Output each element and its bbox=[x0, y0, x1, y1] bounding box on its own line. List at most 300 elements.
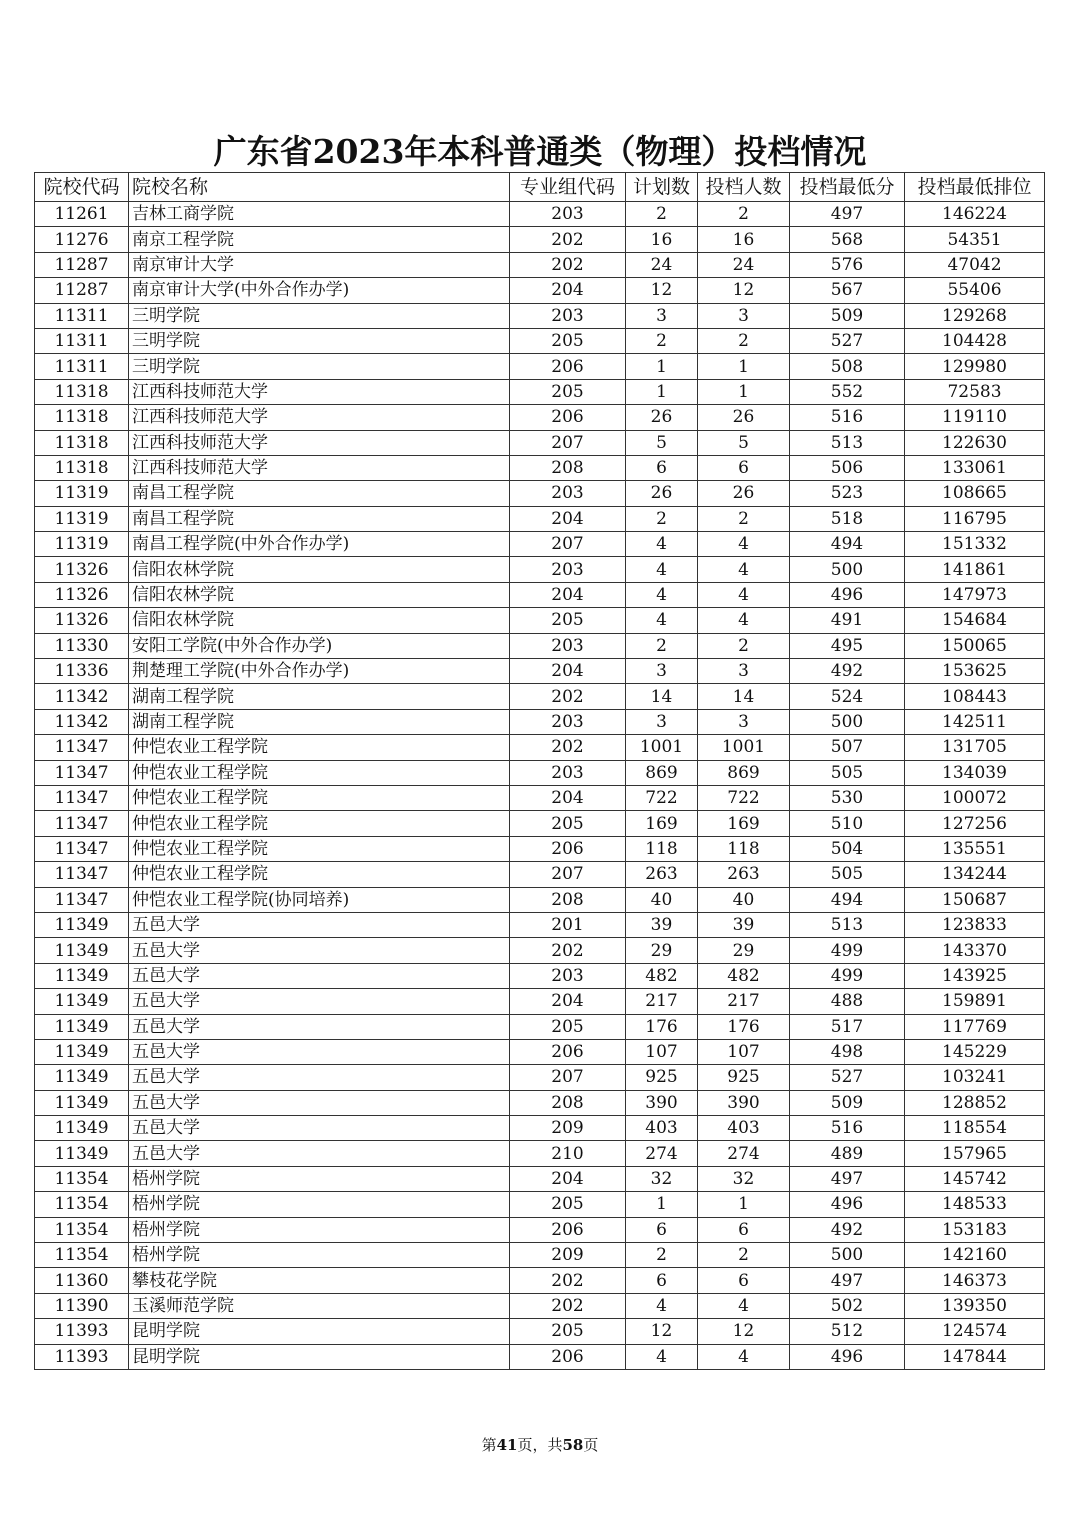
cell-min-score: 500 bbox=[790, 1243, 905, 1268]
cell-min-score: 499 bbox=[790, 938, 905, 963]
table-row bbox=[35, 760, 1045, 785]
cell-group-code: 204 bbox=[510, 659, 626, 684]
table-row bbox=[35, 252, 1045, 277]
cell-min-rank: 134039 bbox=[905, 760, 1045, 785]
cell-group-code: 205 bbox=[510, 608, 626, 633]
cell-plan-count: 2 bbox=[626, 633, 698, 658]
cell-min-rank: 100072 bbox=[905, 785, 1045, 810]
cell-school-name: 江西科技师范大学 bbox=[129, 455, 510, 480]
table-row bbox=[35, 633, 1045, 658]
table-row bbox=[35, 1065, 1045, 1090]
cell-min-score: 527 bbox=[790, 328, 905, 353]
cell-min-score: 509 bbox=[790, 303, 905, 328]
cell-admitted-count: 3 bbox=[698, 709, 790, 734]
cell-group-code: 206 bbox=[510, 1344, 626, 1369]
cell-group-code: 205 bbox=[510, 811, 626, 836]
cell-school-name: 五邑大学 bbox=[129, 938, 510, 963]
table-row bbox=[35, 557, 1045, 582]
cell-school-code: 11326 bbox=[35, 582, 129, 607]
cell-group-code: 203 bbox=[510, 963, 626, 988]
cell-plan-count: 4 bbox=[626, 532, 698, 557]
cell-plan-count: 1001 bbox=[626, 735, 698, 760]
cell-plan-count: 32 bbox=[626, 1166, 698, 1191]
cell-group-code: 210 bbox=[510, 1141, 626, 1166]
cell-school-code: 11318 bbox=[35, 430, 129, 455]
cell-min-score: 492 bbox=[790, 659, 905, 684]
cell-min-score: 518 bbox=[790, 506, 905, 531]
cell-admitted-count: 263 bbox=[698, 862, 790, 887]
table-row bbox=[35, 379, 1045, 404]
cell-plan-count: 274 bbox=[626, 1141, 698, 1166]
table-row bbox=[35, 1014, 1045, 1039]
cell-plan-count: 12 bbox=[626, 278, 698, 303]
cell-school-code: 11349 bbox=[35, 912, 129, 937]
cell-school-name: 南京审计大学(中外合作办学) bbox=[129, 278, 510, 303]
cell-min-score: 507 bbox=[790, 735, 905, 760]
cell-admitted-count: 32 bbox=[698, 1166, 790, 1191]
cell-school-code: 11342 bbox=[35, 709, 129, 734]
cell-school-code: 11319 bbox=[35, 506, 129, 531]
cell-min-rank: 139350 bbox=[905, 1293, 1045, 1318]
cell-min-score: 489 bbox=[790, 1141, 905, 1166]
cell-min-rank: 133061 bbox=[905, 455, 1045, 480]
cell-group-code: 207 bbox=[510, 1065, 626, 1090]
cell-school-name: 昆明学院 bbox=[129, 1344, 510, 1369]
cell-plan-count: 3 bbox=[626, 709, 698, 734]
table-row bbox=[35, 1192, 1045, 1217]
cell-school-name: 仲恺农业工程学院 bbox=[129, 836, 510, 861]
cell-plan-count: 26 bbox=[626, 481, 698, 506]
cell-min-score: 496 bbox=[790, 1192, 905, 1217]
cell-admitted-count: 169 bbox=[698, 811, 790, 836]
cell-min-rank: 129980 bbox=[905, 354, 1045, 379]
cell-plan-count: 2 bbox=[626, 202, 698, 227]
cell-admitted-count: 118 bbox=[698, 836, 790, 861]
cell-admitted-count: 26 bbox=[698, 481, 790, 506]
cell-group-code: 202 bbox=[510, 1293, 626, 1318]
admission-table bbox=[34, 172, 1045, 1370]
cell-group-code: 206 bbox=[510, 1039, 626, 1064]
cell-school-name: 仲恺农业工程学院 bbox=[129, 735, 510, 760]
cell-group-code: 208 bbox=[510, 1090, 626, 1115]
cell-min-rank: 108665 bbox=[905, 481, 1045, 506]
cell-min-rank: 122630 bbox=[905, 430, 1045, 455]
cell-school-name: 五邑大学 bbox=[129, 1014, 510, 1039]
cell-min-rank: 72583 bbox=[905, 379, 1045, 404]
cell-school-name: 湖南工程学院 bbox=[129, 684, 510, 709]
cell-group-code: 204 bbox=[510, 506, 626, 531]
cell-school-code: 11349 bbox=[35, 1116, 129, 1141]
header-admitted-count: 投档人数 bbox=[698, 173, 790, 202]
cell-school-name: 五邑大学 bbox=[129, 1141, 510, 1166]
cell-school-code: 11347 bbox=[35, 760, 129, 785]
cell-plan-count: 39 bbox=[626, 912, 698, 937]
cell-school-name: 江西科技师范大学 bbox=[129, 430, 510, 455]
cell-min-score: 516 bbox=[790, 405, 905, 430]
cell-admitted-count: 2 bbox=[698, 633, 790, 658]
cell-min-rank: 141861 bbox=[905, 557, 1045, 582]
cell-group-code: 203 bbox=[510, 202, 626, 227]
cell-min-score: 504 bbox=[790, 836, 905, 861]
table-row bbox=[35, 455, 1045, 480]
table-row bbox=[35, 836, 1045, 861]
cell-plan-count: 1 bbox=[626, 379, 698, 404]
cell-admitted-count: 1 bbox=[698, 1192, 790, 1217]
footer-total-pages: 58 bbox=[562, 1436, 584, 1454]
cell-group-code: 209 bbox=[510, 1116, 626, 1141]
cell-min-rank: 128852 bbox=[905, 1090, 1045, 1115]
cell-school-code: 11287 bbox=[35, 252, 129, 277]
table-row bbox=[35, 1243, 1045, 1268]
cell-admitted-count: 40 bbox=[698, 887, 790, 912]
cell-school-code: 11390 bbox=[35, 1293, 129, 1318]
cell-school-name: 攀枝花学院 bbox=[129, 1268, 510, 1293]
cell-min-rank: 143925 bbox=[905, 963, 1045, 988]
cell-school-name: 南京审计大学 bbox=[129, 252, 510, 277]
cell-min-rank: 47042 bbox=[905, 252, 1045, 277]
cell-min-score: 498 bbox=[790, 1039, 905, 1064]
cell-admitted-count: 26 bbox=[698, 405, 790, 430]
table-row bbox=[35, 1090, 1045, 1115]
cell-min-score: 567 bbox=[790, 278, 905, 303]
cell-school-name: 五邑大学 bbox=[129, 1090, 510, 1115]
cell-plan-count: 118 bbox=[626, 836, 698, 861]
cell-min-score: 552 bbox=[790, 379, 905, 404]
table-row bbox=[35, 989, 1045, 1014]
cell-group-code: 208 bbox=[510, 455, 626, 480]
cell-group-code: 203 bbox=[510, 557, 626, 582]
cell-group-code: 202 bbox=[510, 252, 626, 277]
cell-admitted-count: 5 bbox=[698, 430, 790, 455]
table-row bbox=[35, 1141, 1045, 1166]
table-row bbox=[35, 1293, 1045, 1318]
cell-plan-count: 4 bbox=[626, 1344, 698, 1369]
cell-plan-count: 722 bbox=[626, 785, 698, 810]
cell-group-code: 204 bbox=[510, 1166, 626, 1191]
cell-plan-count: 4 bbox=[626, 582, 698, 607]
cell-school-name: 五邑大学 bbox=[129, 912, 510, 937]
cell-school-code: 11347 bbox=[35, 735, 129, 760]
footer-middle: 页，共 bbox=[517, 1436, 563, 1454]
cell-group-code: 206 bbox=[510, 354, 626, 379]
cell-plan-count: 2 bbox=[626, 328, 698, 353]
table-header-row bbox=[35, 173, 1045, 202]
cell-school-code: 11319 bbox=[35, 532, 129, 557]
cell-school-code: 11349 bbox=[35, 1014, 129, 1039]
cell-school-name: 三明学院 bbox=[129, 328, 510, 353]
cell-plan-count: 107 bbox=[626, 1039, 698, 1064]
cell-admitted-count: 12 bbox=[698, 1319, 790, 1344]
cell-min-rank: 142511 bbox=[905, 709, 1045, 734]
cell-admitted-count: 217 bbox=[698, 989, 790, 1014]
cell-school-code: 11318 bbox=[35, 455, 129, 480]
cell-min-rank: 103241 bbox=[905, 1065, 1045, 1090]
cell-admitted-count: 1001 bbox=[698, 735, 790, 760]
cell-min-score: 527 bbox=[790, 1065, 905, 1090]
cell-min-rank: 123833 bbox=[905, 912, 1045, 937]
table-row bbox=[35, 354, 1045, 379]
cell-min-rank: 154684 bbox=[905, 608, 1045, 633]
cell-admitted-count: 4 bbox=[698, 1293, 790, 1318]
cell-min-score: 496 bbox=[790, 1344, 905, 1369]
cell-school-code: 11349 bbox=[35, 963, 129, 988]
cell-min-score: 513 bbox=[790, 430, 905, 455]
cell-group-code: 202 bbox=[510, 1268, 626, 1293]
cell-admitted-count: 12 bbox=[698, 278, 790, 303]
cell-min-score: 505 bbox=[790, 862, 905, 887]
cell-school-name: 仲恺农业工程学院 bbox=[129, 760, 510, 785]
cell-min-rank: 124574 bbox=[905, 1319, 1045, 1344]
cell-admitted-count: 2 bbox=[698, 506, 790, 531]
table-row bbox=[35, 684, 1045, 709]
table-row bbox=[35, 481, 1045, 506]
cell-school-code: 11347 bbox=[35, 887, 129, 912]
cell-school-name: 五邑大学 bbox=[129, 1065, 510, 1090]
cell-admitted-count: 4 bbox=[698, 532, 790, 557]
cell-min-score: 497 bbox=[790, 1166, 905, 1191]
cell-min-rank: 145229 bbox=[905, 1039, 1045, 1064]
cell-school-code: 11349 bbox=[35, 1090, 129, 1115]
cell-school-code: 11311 bbox=[35, 354, 129, 379]
cell-admitted-count: 4 bbox=[698, 608, 790, 633]
cell-plan-count: 6 bbox=[626, 1217, 698, 1242]
cell-school-code: 11336 bbox=[35, 659, 129, 684]
cell-admitted-count: 4 bbox=[698, 582, 790, 607]
cell-group-code: 202 bbox=[510, 227, 626, 252]
cell-school-name: 信阳农林学院 bbox=[129, 582, 510, 607]
cell-school-code: 11349 bbox=[35, 1039, 129, 1064]
cell-plan-count: 3 bbox=[626, 303, 698, 328]
cell-admitted-count: 390 bbox=[698, 1090, 790, 1115]
cell-school-name: 五邑大学 bbox=[129, 1116, 510, 1141]
cell-plan-count: 4 bbox=[626, 1293, 698, 1318]
cell-school-name: 梧州学院 bbox=[129, 1166, 510, 1191]
cell-plan-count: 40 bbox=[626, 887, 698, 912]
cell-plan-count: 263 bbox=[626, 862, 698, 887]
cell-plan-count: 2 bbox=[626, 1243, 698, 1268]
cell-plan-count: 403 bbox=[626, 1116, 698, 1141]
cell-school-code: 11347 bbox=[35, 785, 129, 810]
cell-min-score: 497 bbox=[790, 202, 905, 227]
cell-school-name: 荆楚理工学院(中外合作办学) bbox=[129, 659, 510, 684]
cell-admitted-count: 6 bbox=[698, 1268, 790, 1293]
cell-min-rank: 119110 bbox=[905, 405, 1045, 430]
cell-admitted-count: 29 bbox=[698, 938, 790, 963]
cell-plan-count: 176 bbox=[626, 1014, 698, 1039]
cell-min-rank: 153625 bbox=[905, 659, 1045, 684]
cell-min-rank: 104428 bbox=[905, 328, 1045, 353]
cell-school-name: 江西科技师范大学 bbox=[129, 379, 510, 404]
cell-admitted-count: 6 bbox=[698, 1217, 790, 1242]
page-title: 广东省2023年本科普通类（物理）投档情况 bbox=[213, 132, 867, 171]
cell-admitted-count: 176 bbox=[698, 1014, 790, 1039]
header-min-score: 投档最低分 bbox=[790, 173, 905, 202]
cell-school-name: 吉林工商学院 bbox=[129, 202, 510, 227]
cell-school-name: 梧州学院 bbox=[129, 1192, 510, 1217]
cell-plan-count: 29 bbox=[626, 938, 698, 963]
table-row bbox=[35, 1268, 1045, 1293]
table-row bbox=[35, 506, 1045, 531]
table-row bbox=[35, 582, 1045, 607]
cell-plan-count: 482 bbox=[626, 963, 698, 988]
cell-min-rank: 145742 bbox=[905, 1166, 1045, 1191]
cell-school-code: 11276 bbox=[35, 227, 129, 252]
cell-plan-count: 217 bbox=[626, 989, 698, 1014]
table-row bbox=[35, 1039, 1045, 1064]
cell-admitted-count: 2 bbox=[698, 202, 790, 227]
table-row bbox=[35, 963, 1045, 988]
cell-min-score: 510 bbox=[790, 811, 905, 836]
cell-min-rank: 153183 bbox=[905, 1217, 1045, 1242]
cell-min-rank: 148533 bbox=[905, 1192, 1045, 1217]
cell-group-code: 203 bbox=[510, 633, 626, 658]
cell-min-rank: 134244 bbox=[905, 862, 1045, 887]
cell-group-code: 205 bbox=[510, 1192, 626, 1217]
header-school-name: 院校名称 bbox=[129, 173, 510, 202]
table-row bbox=[35, 278, 1045, 303]
cell-group-code: 205 bbox=[510, 379, 626, 404]
cell-group-code: 202 bbox=[510, 735, 626, 760]
cell-school-name: 五邑大学 bbox=[129, 963, 510, 988]
cell-group-code: 203 bbox=[510, 303, 626, 328]
table-row bbox=[35, 938, 1045, 963]
cell-group-code: 204 bbox=[510, 278, 626, 303]
table-row bbox=[35, 785, 1045, 810]
cell-admitted-count: 1 bbox=[698, 379, 790, 404]
header-plan-count: 计划数 bbox=[626, 173, 698, 202]
cell-school-name: 三明学院 bbox=[129, 303, 510, 328]
cell-admitted-count: 14 bbox=[698, 684, 790, 709]
cell-group-code: 205 bbox=[510, 1319, 626, 1344]
cell-plan-count: 4 bbox=[626, 608, 698, 633]
cell-plan-count: 3 bbox=[626, 659, 698, 684]
table-row bbox=[35, 735, 1045, 760]
cell-group-code: 201 bbox=[510, 912, 626, 937]
cell-min-score: 505 bbox=[790, 760, 905, 785]
cell-school-code: 11349 bbox=[35, 1065, 129, 1090]
cell-min-rank: 135551 bbox=[905, 836, 1045, 861]
cell-group-code: 206 bbox=[510, 405, 626, 430]
cell-min-rank: 143370 bbox=[905, 938, 1045, 963]
cell-min-score: 524 bbox=[790, 684, 905, 709]
cell-school-code: 11347 bbox=[35, 862, 129, 887]
cell-school-code: 11261 bbox=[35, 202, 129, 227]
cell-group-code: 205 bbox=[510, 328, 626, 353]
cell-admitted-count: 3 bbox=[698, 659, 790, 684]
cell-plan-count: 869 bbox=[626, 760, 698, 785]
cell-plan-count: 24 bbox=[626, 252, 698, 277]
table-row bbox=[35, 862, 1045, 887]
cell-plan-count: 14 bbox=[626, 684, 698, 709]
table-row bbox=[35, 912, 1045, 937]
cell-admitted-count: 24 bbox=[698, 252, 790, 277]
cell-min-score: 499 bbox=[790, 963, 905, 988]
table-row bbox=[35, 608, 1045, 633]
cell-school-code: 11354 bbox=[35, 1166, 129, 1191]
cell-group-code: 207 bbox=[510, 532, 626, 557]
cell-min-rank: 131705 bbox=[905, 735, 1045, 760]
cell-min-score: 568 bbox=[790, 227, 905, 252]
cell-school-name: 三明学院 bbox=[129, 354, 510, 379]
cell-plan-count: 6 bbox=[626, 1268, 698, 1293]
cell-school-code: 11342 bbox=[35, 684, 129, 709]
cell-admitted-count: 925 bbox=[698, 1065, 790, 1090]
cell-min-rank: 116795 bbox=[905, 506, 1045, 531]
cell-school-code: 11319 bbox=[35, 481, 129, 506]
cell-min-score: 500 bbox=[790, 557, 905, 582]
cell-group-code: 202 bbox=[510, 938, 626, 963]
cell-admitted-count: 2 bbox=[698, 1243, 790, 1268]
cell-min-score: 492 bbox=[790, 1217, 905, 1242]
table-row bbox=[35, 1217, 1045, 1242]
cell-min-score: 495 bbox=[790, 633, 905, 658]
cell-admitted-count: 6 bbox=[698, 455, 790, 480]
cell-plan-count: 26 bbox=[626, 405, 698, 430]
cell-plan-count: 12 bbox=[626, 1319, 698, 1344]
cell-admitted-count: 722 bbox=[698, 785, 790, 810]
cell-school-code: 11354 bbox=[35, 1192, 129, 1217]
table-row bbox=[35, 1166, 1045, 1191]
cell-group-code: 204 bbox=[510, 989, 626, 1014]
cell-admitted-count: 39 bbox=[698, 912, 790, 937]
cell-min-rank: 129268 bbox=[905, 303, 1045, 328]
cell-group-code: 207 bbox=[510, 430, 626, 455]
cell-school-name: 南昌工程学院 bbox=[129, 481, 510, 506]
table-body bbox=[35, 202, 1045, 1370]
header-min-rank: 投档最低排位 bbox=[905, 173, 1045, 202]
cell-school-name: 南京工程学院 bbox=[129, 227, 510, 252]
cell-school-name: 五邑大学 bbox=[129, 989, 510, 1014]
cell-school-code: 11318 bbox=[35, 405, 129, 430]
cell-min-score: 517 bbox=[790, 1014, 905, 1039]
cell-school-code: 11347 bbox=[35, 836, 129, 861]
cell-min-score: 512 bbox=[790, 1319, 905, 1344]
cell-group-code: 209 bbox=[510, 1243, 626, 1268]
cell-school-code: 11318 bbox=[35, 379, 129, 404]
cell-school-name: 仲恺农业工程学院 bbox=[129, 785, 510, 810]
cell-school-code: 11393 bbox=[35, 1319, 129, 1344]
cell-plan-count: 169 bbox=[626, 811, 698, 836]
cell-min-rank: 147973 bbox=[905, 582, 1045, 607]
footer-suffix: 页 bbox=[583, 1436, 599, 1454]
cell-min-rank: 159891 bbox=[905, 989, 1045, 1014]
cell-school-code: 11349 bbox=[35, 989, 129, 1014]
table-row bbox=[35, 1319, 1045, 1344]
cell-school-name: 梧州学院 bbox=[129, 1243, 510, 1268]
cell-school-code: 11330 bbox=[35, 633, 129, 658]
cell-group-code: 206 bbox=[510, 1217, 626, 1242]
cell-group-code: 203 bbox=[510, 760, 626, 785]
table-row bbox=[35, 405, 1045, 430]
cell-school-name: 湖南工程学院 bbox=[129, 709, 510, 734]
table-row bbox=[35, 1116, 1045, 1141]
cell-admitted-count: 4 bbox=[698, 557, 790, 582]
cell-school-code: 11326 bbox=[35, 608, 129, 633]
cell-min-score: 494 bbox=[790, 887, 905, 912]
cell-min-score: 500 bbox=[790, 709, 905, 734]
cell-min-rank: 157965 bbox=[905, 1141, 1045, 1166]
cell-admitted-count: 482 bbox=[698, 963, 790, 988]
cell-min-score: 508 bbox=[790, 354, 905, 379]
cell-group-code: 202 bbox=[510, 684, 626, 709]
table-row bbox=[35, 532, 1045, 557]
cell-group-code: 203 bbox=[510, 481, 626, 506]
table-row bbox=[35, 430, 1045, 455]
table-row bbox=[35, 303, 1045, 328]
table-row bbox=[35, 1344, 1045, 1369]
cell-min-rank: 117769 bbox=[905, 1014, 1045, 1039]
table-row bbox=[35, 202, 1045, 227]
